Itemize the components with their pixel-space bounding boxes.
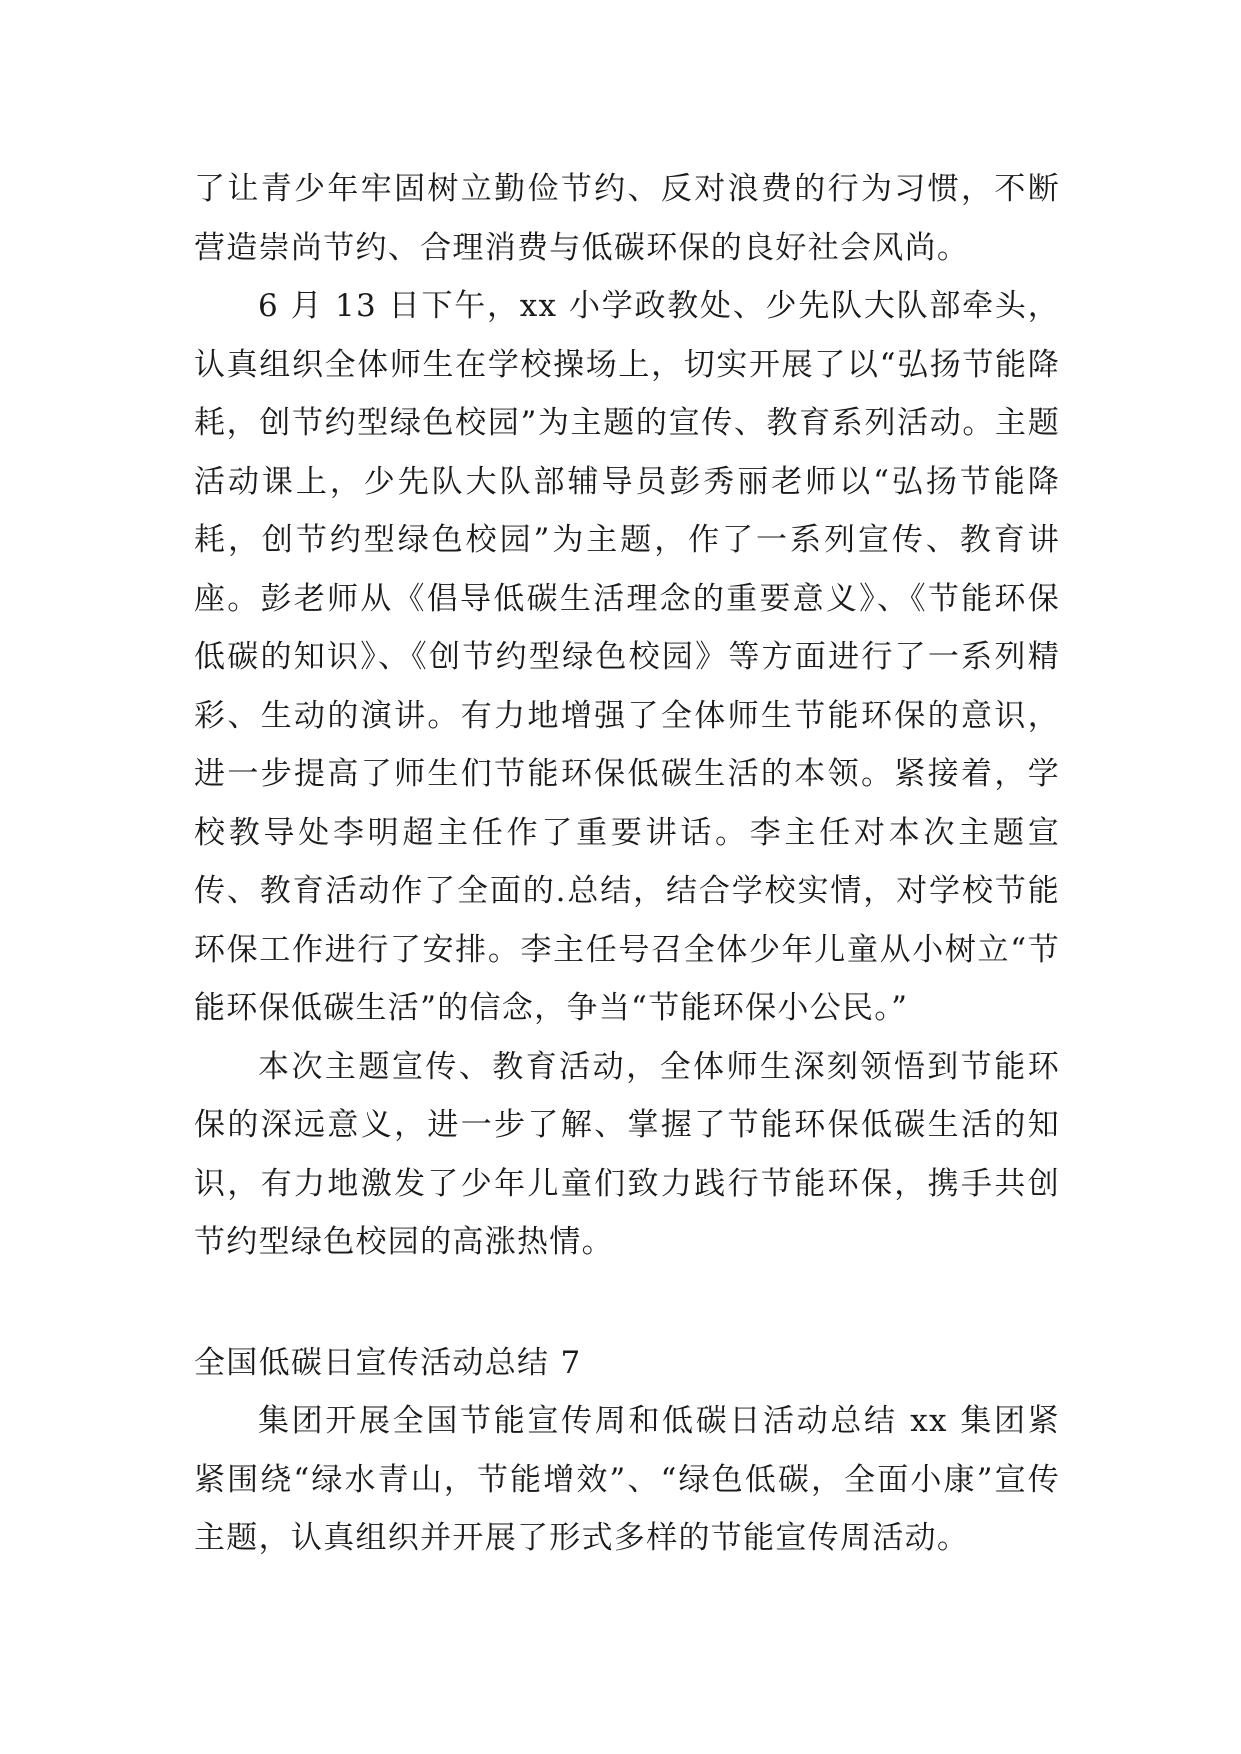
document-body [194,160,1060,1568]
paragraph-activity-outcome: 本次主题宣传、教育活动，全体师生深刻领悟到节能环保的深远意义，进一步了解、掌握了节能环保低碳生活的知识，有力地激发了少年儿童们致力践行节能环保，携手共创节约型绿色校园的高涨热情。 [194,1048,1060,1260]
paragraph-group-summary: 集团开展全国节能宣传周和低碳日活动总结 xx 集团紧紧围绕“绿水青山，节能增效”、“绿色低碳，全面小康”宣传主题，认真组织并开展了形式多样的节能宣传周活动。 [194,1403,1060,1556]
paragraph-intro-continuation: 了让青少年牢固树立勤俭节约、反对浪费的行为习惯，不断营造崇尚节约、合理消费与低碳环保的良好社会风尚。 [194,171,1060,266]
paragraph-activity-description: 6 月 13 日下午，xx 小学政教处、少先队大队部牵头，认真组织全体师生在学校操场上，切实开展了以“弘扬节能降耗，创节约型绿色校园”为主题的宣传、教育系列活动。主题活动课上，少先队大队部辅导员彭秀丽老师以“弘扬节能降耗，创节约型绿色校园”为主题，作了一系列宣传、教育讲座。彭老师从《倡导低碳生活理念的重要意义》、《节能环保低碳的知识》、《创节约型绿色校园》等方面进行了一系列精彩、生动的演讲。有力地增强了全体师生节能环保的意识，进一步提高了师生们节能环保低碳生活的本领。紧接着，学校教导处李明超主任作了重要讲话。李主任对本次主题宣传、教育活动作了全面的.总结，结合学校实情，对学校节能环保工作进行了安排。李主任号召全体少年儿童从小树立“节能环保低碳生活”的信念，争当“节能环保小公民。” [194,288,1060,1026]
section-heading: 全国低碳日宣传活动总结 7 [194,1344,582,1381]
